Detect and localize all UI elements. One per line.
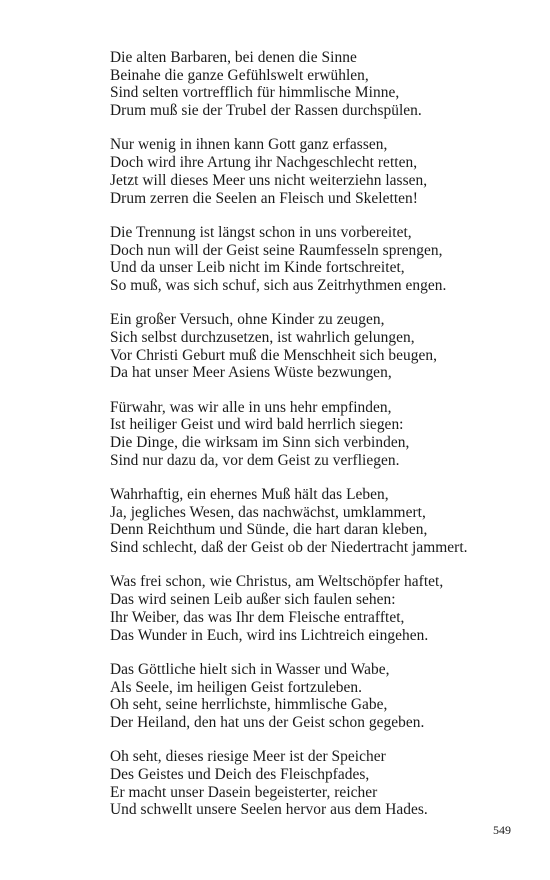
verse-line: Sind selten vortrefflich für himmlische Minne, (110, 84, 400, 102)
verse-line: Denn Reichthum und Sünde, die hart daran kleben, (110, 521, 428, 539)
verse-line: Doch wird ihre Artung ihr Nachgeschlecht retten, (110, 154, 418, 172)
verse-line: Die Dinge, die wirksam im Sinn sich verbinden, (110, 434, 410, 452)
verse-line: Des Geistes und Deich des Fleischpfades, (110, 765, 370, 783)
stanza-9 (110, 748, 530, 819)
verse-line: Ihr Weiber, das was Ihr dem Fleische entrafftet, (110, 608, 405, 626)
stanza-1 (110, 49, 530, 120)
stanza-5 (110, 399, 530, 470)
verse-line: Oh seht, dieses riesige Meer ist der Speicher (110, 748, 386, 766)
verse-line: Beinahe die ganze Gefühlswelt erwühlen, (110, 66, 369, 84)
verse-line: Die Trennung ist längst schon in uns vorbereitet, (110, 223, 412, 241)
verse-line: Sind nur dazu da, vor dem Geist zu verfliegen. (110, 451, 400, 469)
verse-line: Oh seht, seine herrlichste, himmlische Gabe, (110, 696, 388, 714)
stanza-7 (110, 573, 530, 644)
stanza-4 (110, 311, 530, 382)
verse-line: Die alten Barbaren, bei denen die Sinne (110, 49, 357, 66)
verse-line: Das wird seinen Leib außer sich faulen sehen: (110, 591, 396, 609)
stanza-3 (110, 224, 530, 295)
verse-line: Und schwellt unsere Seelen hervor aus dem Hades. (110, 801, 428, 819)
verse-line: Ist heiliger Geist und wird bald herrlich siegen: (110, 416, 404, 434)
poem (110, 49, 530, 836)
verse-line: Nur wenig in ihnen kann Gott ganz erfassen, (110, 136, 388, 154)
verse-line: Wahrhaftig, ein ehernes Muß hält das Leben, (110, 486, 389, 504)
page-number: 549 (493, 823, 511, 837)
verse-line: Jetzt will dieses Meer uns nicht weiterziehn lassen, (110, 171, 428, 189)
verse-line: Der Heiland, den hat uns der Geist schon gegeben. (110, 713, 425, 731)
verse-line: Das Wunder in Euch, wird ins Lichtreich eingehen. (110, 626, 429, 644)
verse-line: Drum zerren die Seelen an Fleisch und Skeletten! (110, 189, 418, 207)
verse-line: Vor Christi Geburt muß die Menschheit sich beugen, (110, 346, 438, 364)
verse-line: Da hat unser Meer Asiens Wüste bezwungen, (110, 364, 392, 382)
verse-line: Sind schlecht, daß der Geist ob der Niedertracht jammert. (110, 539, 468, 557)
verse-line: Drum muß sie der Trubel der Rassen durchspülen. (110, 102, 422, 120)
stanza-8 (110, 661, 530, 732)
stanza-2 (110, 136, 530, 207)
verse-line: Fürwahr, was wir alle in uns hehr empfinden, (110, 398, 392, 416)
verse-line: Sich selbst durchzusetzen, ist wahrlich gelungen, (110, 328, 415, 346)
verse-line: Und da unser Leib nicht im Kinde fortschreitet, (110, 259, 405, 277)
verse-line: Ja, jegliches Wesen, das nachwächst, umklammert, (110, 503, 426, 521)
stanza-6 (110, 486, 530, 557)
verse-line: Das Göttliche hielt sich in Wasser und Wabe, (110, 660, 390, 678)
verse-line: Was frei schon, wie Christus, am Weltschöpfer haftet, (110, 573, 444, 591)
verse-line: Ein großer Versuch, ohne Kinder zu zeugen, (110, 311, 385, 329)
verse-line: So muß, was sich schuf, sich aus Zeitrhythmen engen. (110, 276, 447, 294)
verse-line: Doch nun will der Geist seine Raumfesseln sprengen, (110, 241, 443, 259)
verse-line: Als Seele, im heiligen Geist fortzuleben. (110, 678, 363, 696)
verse-line: Er macht unser Dasein begeisterter, reicher (110, 783, 378, 801)
